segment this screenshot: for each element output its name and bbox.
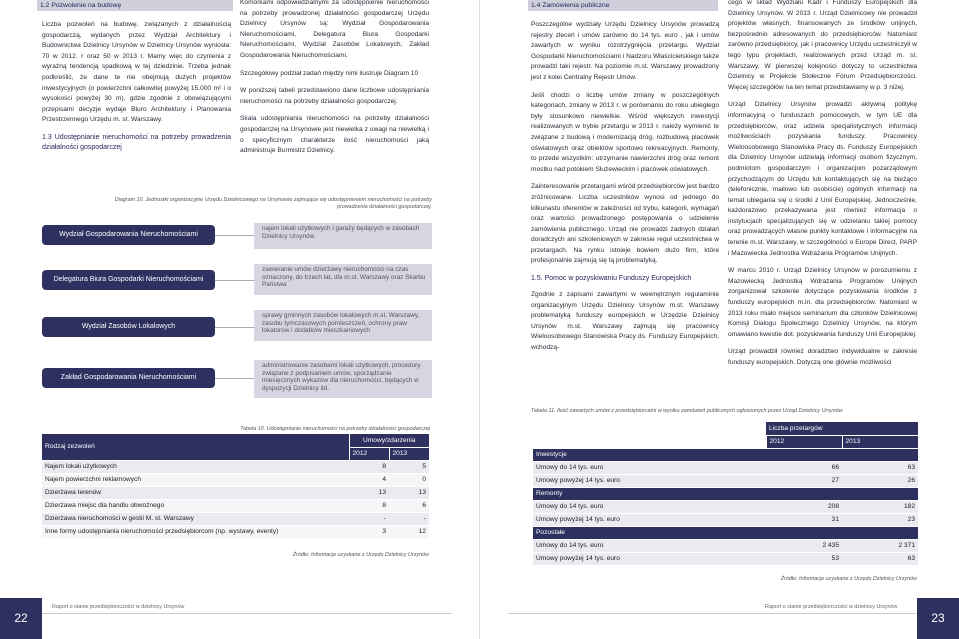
cell-2013: 12 xyxy=(389,525,429,538)
table-section-remonty: Remonty xyxy=(533,487,918,500)
cell-2012: 66 xyxy=(766,461,842,474)
table-row xyxy=(533,461,918,474)
year-header-2013: 2013 xyxy=(842,435,918,448)
left-column-2 xyxy=(240,0,429,164)
cell-2013: 182 xyxy=(842,500,918,513)
table-row xyxy=(533,500,918,513)
section-heading-1-5: 1.5. Pomoc w pozyskiwaniu Funduszy Europejskich xyxy=(531,275,692,283)
table-11-source: Źródło: Informacje uzyskane z Urzędu Dzielnicy Ursynów xyxy=(780,576,917,582)
cell-2012: 2 435 xyxy=(766,539,842,552)
table-10 xyxy=(42,434,429,539)
row-label: Dzierżawa nieruchomości w gestii M. st. Warszawy xyxy=(42,512,349,525)
table-row xyxy=(533,552,918,565)
paragraph: W poniższej tabeli przedstawiono dane liczbowe udostępniania nieruchomości na potrzeby działalności gospodarczej. xyxy=(240,87,429,105)
diagram-caption: Diagram 10. Jednostki organizacyjne Urzędu Dzielnicowego na Ursynowie zajmujące się udostępnieniem nieruchomości na potrzeby prowadzenia działalności gospodarczej. xyxy=(114,197,432,210)
table-10-caption: Tabela 10. Udostępnianie nieruchomości na potrzeby działalności gospodarczej xyxy=(240,426,430,432)
cell-2013: 26 xyxy=(842,474,918,487)
right-column-2 xyxy=(728,0,917,376)
table-row xyxy=(42,460,429,473)
footer-rule xyxy=(508,613,917,614)
cell-2012: 53 xyxy=(766,552,842,565)
table-section-pozostale: Pozostałe xyxy=(533,526,918,539)
page-number: 23 xyxy=(917,598,959,639)
cell-2012: 208 xyxy=(766,500,842,513)
left-page xyxy=(0,0,479,639)
table-group-header: Liczba przetargów xyxy=(766,422,918,435)
cell-2013: 2 371 xyxy=(842,539,918,552)
paragraph: Szczegółowy podział zadań między nimi ilustruje Diagram 10 xyxy=(240,69,419,77)
table-row xyxy=(42,486,429,499)
table-group-header: Umowy/zdarzenia xyxy=(349,434,429,447)
table-row xyxy=(533,513,918,526)
diagram-desc-3: sprawy gminnych zasobów lokalowych m.st. Warszawy, zasobu tymczasowych pomieszczeń, ochrony praw lokatorów i dodatków mieszkaniowych xyxy=(254,310,432,341)
diagram-unit-1: Wydział Gospodarowania Nieruchomościami xyxy=(42,225,215,245)
row-label: Najem powierzchni reklamowych xyxy=(42,473,349,486)
row-label: Najem lokali użytkowych xyxy=(42,460,349,473)
table-row xyxy=(533,474,918,487)
diagram-desc-4: administrowanie zasobami lokali użytkowych, procedury związane z podpisaniem umów, sporządzanie miesięcznych wykazów dla nieruchomości, będących w dyspozycji Dzielnicy itd. xyxy=(254,360,432,398)
cell-2013: - xyxy=(389,512,429,525)
cell-2013: 63 xyxy=(842,461,918,474)
paragraph: Skala udostępniania nieruchomości na potrzeby działalności gospodarczej na Ursynowie jest niewielka z uwagi na niewielką i o specyficznym charakterze ilość nieruchomości jaką administruje Burmistrz Dzielnicy. xyxy=(240,115,429,155)
paragraph: cego w skład Wydziału Kadr i Funduszy Europejskich dla Dzielnicy Ursynów. W 2013 r. Urząd Dzielnicowy nie prowadził projektów własnych, finansowanych ze środków unijnych, bezpośrednio adresowanych do przedsiębiorców. Natomiast zarówno przedsiębiorcy, jak i pracownicy Urzędu uczestniczyli w tego typu projektach, realizowanych przez Urząd m. st. Warszawy. W pierwszej kolejności dotyczy to uczestnictwa Dzielnicy w Projekcie Stołeczne Forum Przedsiębiorczości. Więcej szczegółów na ten temat przedstawiamy w p. 3 niżej. xyxy=(728,0,917,91)
right-column-1 xyxy=(531,20,719,361)
section-tab-1-4: 1.4 Zamówienia publiczne xyxy=(528,0,718,11)
left-column-1 xyxy=(42,20,231,159)
diagram-unit-4: Zakład Gospodarowania Nieruchomościami xyxy=(42,368,215,388)
cell-2012: 31 xyxy=(766,513,842,526)
cell-2013: 23 xyxy=(842,513,918,526)
diagram-desc-1: najem lokali użytkowych i garaży będących w zasobach Dzielnicy Ursynów xyxy=(254,223,432,249)
cell-2013: 5 xyxy=(389,460,429,473)
table-10-source: Źródło: Informacje uzyskane z Urzędu Dzielnicy Ursynów xyxy=(292,552,429,558)
paragraph: Poszczególne wydziały Urzędu Dzielnicy Ursynów prowadzą rejestry zleceń i umów zarówno do 14 tys. euro , jak i umów zawartych w wyniku rozstrzygnięcia przetargu. Wydział Gospodarki Nieruchomościami i Nadzoru Właścicielskiego także prowadzi taki rejestr. Na poziomie m.st. Warszawy prowadzony jest z kolei Centralny Rejestr Umów. xyxy=(531,21,719,81)
row-label: Inne formy udostępniania nieruchomości przedsiębiorcom (np. wystawy, eventy) xyxy=(42,525,349,538)
row-label: Umowy powyżej 14 tys. euro xyxy=(533,513,766,526)
cell-2013: 13 xyxy=(389,486,429,499)
paragraph: Zgodnie z zapisami zawartymi w wewnętrznym regulaminie organizacyjnym Urzędu Dzielnicy Ursynów m.st. Warszawy problematyką funduszy europejskich w Urzędzie Dzielnicy Ursynów m.st. Warszawy zajmują się pracownicy Wieloosobowego Stanowiska Pracy ds. Funduszy Europejskich, wchodzą- xyxy=(531,291,719,352)
row-label: Umowy do 14 tys. euro xyxy=(533,461,766,474)
cell-2013: 6 xyxy=(389,499,429,512)
row-label: Dzierżawa terenów xyxy=(42,486,349,499)
diagram-connector xyxy=(215,235,254,236)
table-11 xyxy=(533,422,918,566)
row-label: Umowy powyżej 14 tys. euro xyxy=(533,552,766,565)
table-row xyxy=(533,539,918,552)
year-header-2012: 2012 xyxy=(766,435,842,448)
cell-2012: 4 xyxy=(349,473,389,486)
section-heading-1-3: 1.3 Udostępnianie nieruchomości na potrzeby prowadzenia działalności gospodarczej xyxy=(42,133,231,151)
section-tab-1-2: 1.2 Pozwolenie na budowę xyxy=(37,0,233,11)
row-label: Dzierżawa miejsc dla handlu obwoźnego xyxy=(42,499,349,512)
cell-2012: - xyxy=(349,512,389,525)
cell-2013: 63 xyxy=(842,552,918,565)
paragraph: Komórkami odpowiedzialnymi za udostępnienie nieruchomości na potrzeby prowadzonej działalności gospodarczej Urzędu Dzielnicy Ursynów są: Wydział Gospodarowania Nieruchomościami, Delegatura Biura Gospodarki Nieruchomościami, Wydział Zasobów Lokalowych, Zakład Gospodarowania Nieruchomościami. xyxy=(240,0,429,59)
table-col-header: Rodzaj zezwoleń xyxy=(42,434,349,460)
table-row xyxy=(42,525,429,538)
cell-2012: 13 xyxy=(349,486,389,499)
year-header-2012: 2012 xyxy=(349,447,389,460)
diagram-unit-2: Delegatura Biura Gospodarki Nieruchomościami xyxy=(42,270,215,290)
diagram-desc-2: zawieranie umów dzierżawy nieruchomości na czas oznaczony, do trzech lat, dla m.st. Warszawy oraz Skarbu Państwa xyxy=(254,264,432,295)
cell-2012: 8 xyxy=(349,460,389,473)
diagram-unit-3: Wydział Zasobów Lokalowych xyxy=(42,317,215,337)
right-page xyxy=(480,0,959,639)
paragraph: Zainteresowanie przetargami wśród przedsiębiorców jest bardzo zróżnicowane. Liczba uczestników wynosi od jednego do kilkunastu oferentów w zależności od trybu, kategorii, wymagań oraz wartości prowadzonego postępowania o udzielenie zamówienia publicznego. Urząd nie prowadzi żadnych działań doradczych ani szkoleniowych w zakresie reguł uczestnictwa w przetargach. Na rynku istnieje bowiem dużo firm, które profesjonalnie zajmują się tą problematyką. xyxy=(531,183,720,265)
row-label: Umowy do 14 tys. euro xyxy=(533,539,766,552)
year-header-2013: 2013 xyxy=(389,447,429,460)
paragraph: Liczba pozwoleń na budowę, związanych z działalnością gospodarczą, wydanych przez Wydział Architektury i Budownictwa Dzielnicy Ursynów w Dzielnicy Ursynów wyniosła: 70 w 2012. r oraz 50 w 2013 r. Mamy więc do czynienia z wyraźną tendencją spadkową w tej dziedzinie. Trzeba jednak podkreślić, że dane te nie obejmują dużych projektów inwestycyjnych (o powierzchni całkowitej powyżej 15.000 m² i o wysokości powyżej 30 m), gdzie zgodnie z obowiązującymi przepisami decyzje wydaje Biuro Architektury i Planowania Przestrzennego Urzędu m. st. Warszawy. xyxy=(42,21,231,124)
cell-2012: 8 xyxy=(349,499,389,512)
paragraph: Urząd prowadził również doradztwo indywidualne w zakresie funduszy europejskich. Dotyczą one głównie możliwości xyxy=(728,348,917,366)
row-label: Umowy powyżej 14 tys. euro xyxy=(533,474,766,487)
paragraph: Urząd Dzielnicy Ursynów prowadzi aktywną politykę informacyjną o funduszach pomocowych, w tym UE dla przedsiębiorców, oraz udziela specjalistycznych informacji możliwościach pozyskania funduszy. Pracownicy Wieloosobowego Stanowiska Pracy ds. Funduszy Europejskich dla Dzielnicy Ursynów udzielają informacji osobom fizycznym, podmiotom gospodarczym i organizacjom pozarządowym przychodzącym do Urzędu lub kontaktujących się na bieżąco (telefonicznie, mailowo lub osobiście) ogólnych informacji na temat ubiegania się o środki z Unii Europejskiej. Jednocześnie, każdorazowo przekazywana jest również informacja o instytucjach specjalizujących się w udzielaniu takiej pomocy oraz prowadzących własne punkty kontaktowe i informacyjne na terenie m.st. Warszawy, w szczególności o Europe Direct, PARP i Mazowiecka Jednostka Wdrażania Programów Unijnych. xyxy=(728,101,917,257)
page-number: 22 xyxy=(0,598,42,639)
paragraph: Jeśli chodzi o liczbę umów zmiany w poszczególnych kategoriach, zmiany w 2013 r. w porównaniu do roku ubiegłego były stosunkowo niewielkie. Wśród większych inwestycji realizowanych w trybie przetargu w 2013 r. należy wymienić te związane z budową i modernizacją dróg, rozbudową placówek oświatowych oraz obiektów sportowo rekreacyjnych. Remonty, to przede wszystkim: utrzymanie nawierzchni dróg oraz remont mostku nad potokiem Służewieckim i placówek oświatowych. xyxy=(531,91,719,173)
footer-title: Raport o stanie przedsiębiorczości w dzielnicy Ursynów xyxy=(765,604,898,610)
diagram-connector xyxy=(215,327,254,328)
paragraph: W marcu 2010 r. Urząd Dzielnicy Ursynów w porozumieniu z Mazowiecką Jednostką Wdrażania Programów Unijnych zorganizował szkolenie dotyczące pozyskiwania środków z funduszy europejskich m.in. dla przedsiębiorców. Natomiast w 2013 roku miało miejsce seminarium dla członków Dzielnicowej Komisji Dialogu Społecznego Dzielnicy Ursynów, na którym omawiano kwestie dot. pozyskiwania funduszy Unii Europejskiej. xyxy=(728,267,917,338)
table-row xyxy=(42,512,429,525)
table-row xyxy=(42,473,429,486)
cell-2012: 3 xyxy=(349,525,389,538)
table-section-inwestycje: Inwestycje xyxy=(533,448,918,461)
cell-2013: 0 xyxy=(389,473,429,486)
diagram-connector xyxy=(215,378,254,379)
footer-title: Raport o stanie przedsiębiorczości w dzielnicy Ursynów xyxy=(52,604,185,610)
diagram-connector xyxy=(215,280,254,281)
table-11-caption: Tabela 11. Ilość zawartych umów z przedsiębiorcami w wyniku zamówień publicznych ogłoszonych przez Urząd Dzielnicy Ursynów xyxy=(531,408,843,414)
table-row xyxy=(42,499,429,512)
footer-rule xyxy=(42,613,452,614)
cell-2012: 27 xyxy=(766,474,842,487)
row-label: Umowy do 14 tys. euro xyxy=(533,500,766,513)
